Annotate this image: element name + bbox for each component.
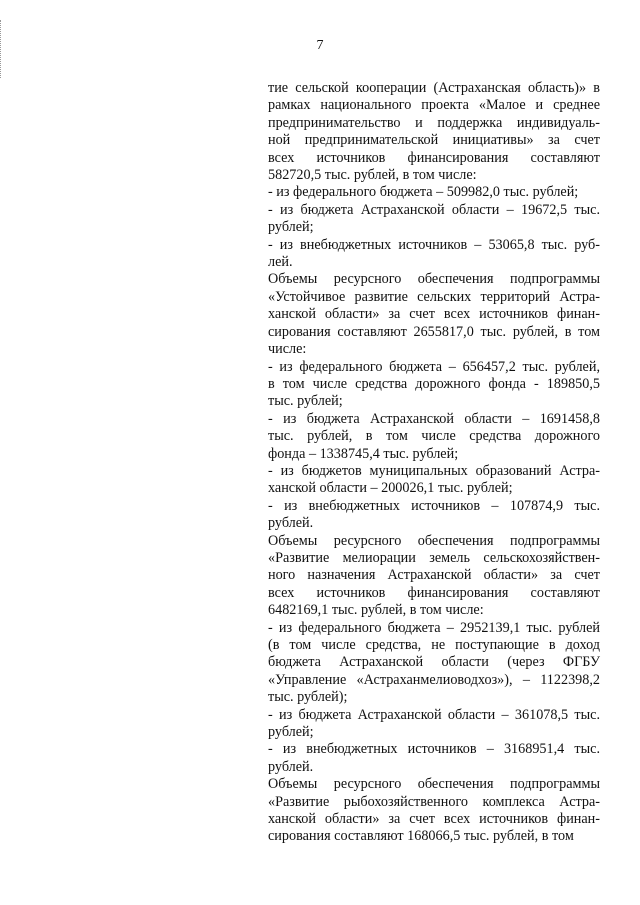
text-line: (в том числе средства, не поступающие в доход xyxy=(268,637,600,653)
text-line: бюджета Астраханской области (через ФГБУ xyxy=(268,654,600,671)
text-line: Объемы ресурсного обеспечения подпрограммы xyxy=(268,776,600,793)
text-line: ханской области» за счет всех источников финан- xyxy=(268,306,600,323)
text-line: - из федерального бюджета – 656457,2 тыс. рублей, xyxy=(268,358,600,375)
text-line: - из бюджета Астраханской области – 1691458,8 xyxy=(268,410,600,427)
text-column xyxy=(268,80,600,846)
paragraph xyxy=(268,741,600,776)
paragraph xyxy=(268,359,600,411)
text-line: «Развитие рыбохозяйственного комплекса Астра- xyxy=(268,793,600,810)
text-line: - из бюджета Астраханской области – 19672,5 тыс. xyxy=(268,201,600,218)
text-line: - из внебюджетных источников – 53065,8 тыс. руб- xyxy=(268,236,600,253)
text-line: - из федерального бюджета – 509982,0 тыс. рублей; xyxy=(268,184,579,201)
text-line: сирования составляют 2655817,0 тыс. рублей, в том xyxy=(268,323,600,340)
text-line: «Управление «Астраханмелиоводхоз»), – 1122398,2 xyxy=(268,671,600,688)
text-line: рублей; xyxy=(268,219,314,236)
text-line: ной предпринимательской инициативы» за счет xyxy=(268,132,600,149)
paragraph xyxy=(268,411,600,463)
text-line: 6482169,1 тыс. рублей, в том числе: xyxy=(268,602,484,619)
paragraph xyxy=(268,533,600,620)
text-line: «Устойчивое развитие сельских территорий Астра- xyxy=(268,288,600,305)
text-line: 582720,5 тыс. рублей, в том числе: xyxy=(268,167,477,184)
text-line: всех источников финансирования составляют xyxy=(268,584,600,601)
text-line: тыс. рублей, в том числе средства дорожного xyxy=(268,428,600,445)
paragraph xyxy=(268,202,600,237)
text-line: Объемы ресурсного обеспечения подпрограммы xyxy=(268,532,600,549)
text-line: Объемы ресурсного обеспечения подпрограммы xyxy=(268,271,600,288)
text-line: рублей. xyxy=(268,515,314,532)
text-line: «Развитие мелиорации земель сельскохозяйствен- xyxy=(268,549,600,566)
text-line: всех источников финансирования составляют xyxy=(268,149,600,166)
text-line: тыс. рублей); xyxy=(268,689,348,706)
paragraph xyxy=(268,620,600,707)
paragraph xyxy=(268,271,600,358)
text-line: ханской области» за счет всех источников финан- xyxy=(268,811,600,828)
text-line: числе: xyxy=(268,341,307,358)
text-line: фонда – 1338745,4 тыс. рублей; xyxy=(268,445,459,462)
text-line: рублей. xyxy=(268,758,314,775)
text-line: - из федерального бюджета – 2952139,1 тыс. рублей xyxy=(268,619,600,636)
paragraph xyxy=(268,776,600,846)
paragraph xyxy=(268,463,600,498)
paragraph xyxy=(268,498,600,533)
paragraph xyxy=(268,237,600,272)
text-line: рамках национального проекта «Малое и среднее xyxy=(268,97,600,114)
text-line: - из внебюджетных источников – 107874,9 тыс. xyxy=(268,497,600,514)
text-line: тыс. рублей; xyxy=(268,393,343,410)
text-line: сирования составляют 168066,5 тыс. рублей, в том xyxy=(268,828,574,845)
page-number: 7 xyxy=(316,38,324,53)
text-line: - из бюджета Астраханской области – 361078,5 тыс. xyxy=(268,706,600,723)
text-line: в том числе средства дорожного фонда - 189850,5 xyxy=(268,375,600,392)
text-line: - из бюджетов муниципальных образований Астра- xyxy=(268,462,600,479)
text-line: ханской области – 200026,1 тыс. рублей; xyxy=(268,480,513,497)
text-line: рублей; xyxy=(268,724,314,741)
text-line: лей. xyxy=(268,254,293,271)
paragraph xyxy=(268,184,600,201)
text-line: предпринимательство и поддержка индивидуаль- xyxy=(268,114,600,131)
text-line: ного назначения Астраханской области» за счет xyxy=(268,567,600,584)
text-line: тие сельской кооперации (Астраханская область)» в xyxy=(268,80,600,96)
paragraph xyxy=(268,707,600,742)
text-line: - из внебюджетных источников – 3168951,4 тыс. xyxy=(268,741,600,758)
paragraph xyxy=(268,80,600,184)
